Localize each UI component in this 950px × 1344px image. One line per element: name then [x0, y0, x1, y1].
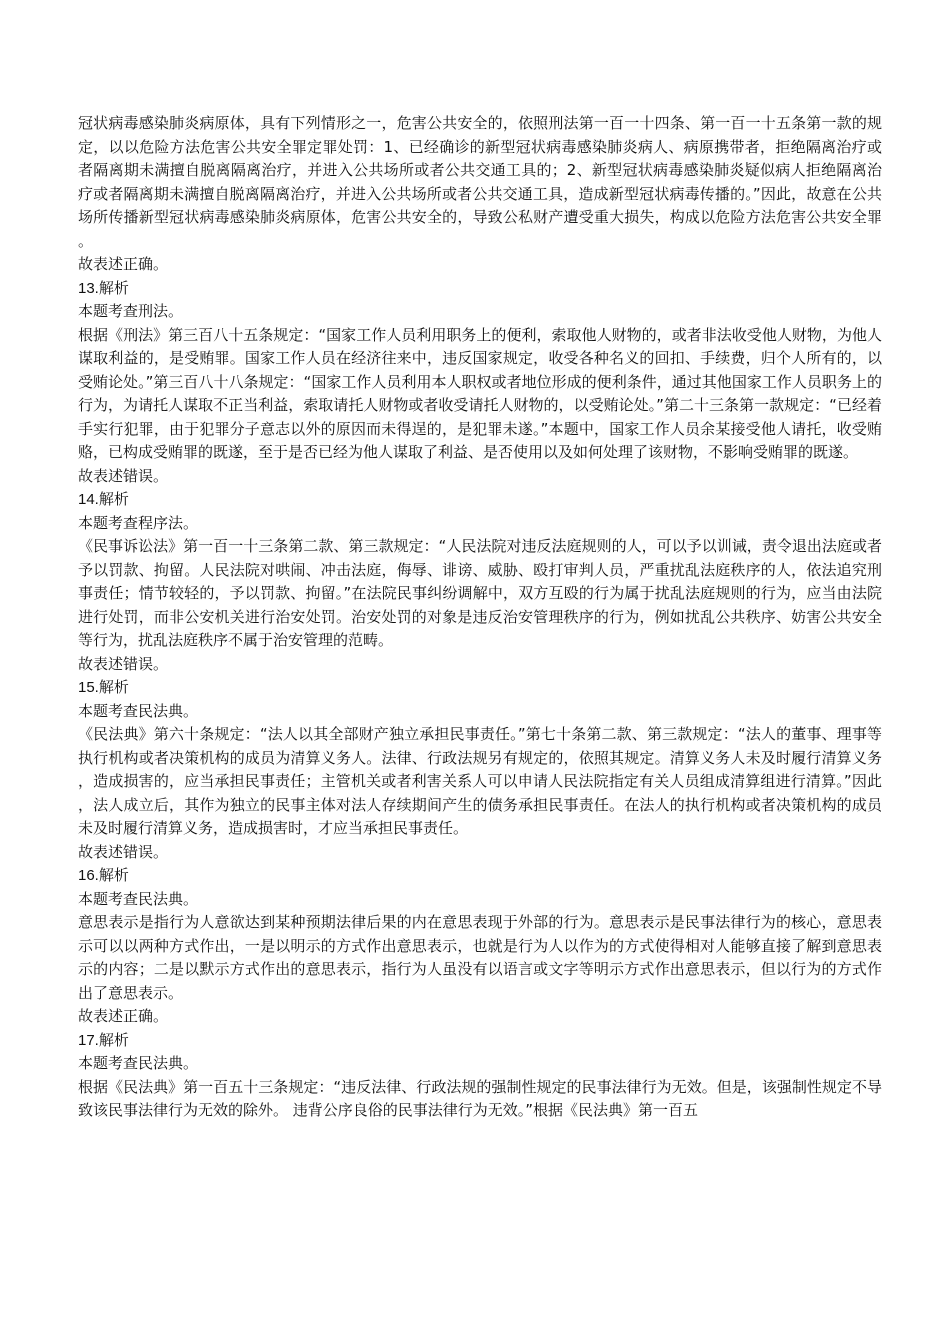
- body-paragraph: 《民事诉讼法》第一百一十三条第二款、第三款规定：“人民法院对违反法庭规则的人，可以予以训诫，责令退出法庭或者予以罚款、拘留。人民法院对哄闹、冲击法庭，侮辱、诽谤、威胁、殴打审判人员，严重扰乱法庭秩序的人，依法追究刑事责任；情节较轻的，予以罚款、拘留。”在法院民事纠纷调解中，双方互殴的行为属于扰乱法庭规则的行为，应当由法院进行处罚，而非公安机关进行治安处罚。治安处罚的对象是违反治安管理秩序的行为，例如扰乱公共秩序、妨害公共安全等行为，扰乱法庭秩序不属于治安管理的范畴。: [78, 537, 882, 649]
- body-paragraph: 根据《刑法》第三百八十五条规定：“国家工作人员利用职务上的便利，索取他人财物的，或者非法收受他人财物，为他人谋取利益的，是受贿罪。国家工作人员在经济往来中，违反国家规定，收受各种名义的回扣、手续费，归个人所有的，以受贿论处。”第三百八十八条规定：“国家工作人员利用本人职权或者地位形成的便利条件，通过其他国家工作人员职务上的行为，为请托人谋取不正当利益，索取请托人财物或者收受请托人财物的，以受贿论处。”第二十三条第一款规定：“已经着手实行犯罪，由于犯罪分子意志以外的原因而未得逞的，是犯罪未遂。”本题中，国家工作人员余某接受他人请托，收受贿赂，已构成受贿罪的既遂，至于是否已经为他人谋取了利益、是否使用以及如何处理了该财物，不影响受贿罪的既遂。: [78, 325, 882, 461]
- topic-line: 本题考查程序法。: [78, 513, 199, 532]
- answer-section-14: [78, 488, 882, 676]
- conclusion-line: 故表述错误。: [78, 466, 169, 485]
- section-heading: 13.解析: [78, 279, 129, 297]
- conclusion-line: 故表述正确。: [78, 255, 169, 273]
- answer-section-15: [78, 676, 882, 864]
- topic-line: 本题考查民法典。: [78, 701, 199, 720]
- body-paragraph: 冠状病毒感染肺炎病原体，具有下列情形之一，危害公共安全的，依照刑法第一百一十四条、第一百一十五条第一款的规定，以以危险方法危害公共安全罪定罪处罚：1、已经确诊的新型冠状病毒感染肺炎病人、病原携带者，拒绝隔离治疗或者隔离期未满擅自脱离隔离治疗，并进入公共场所或者公共交通工具的；2、新型冠状病毒感染肺炎疑似病人拒绝隔离治疗或者隔离期未满擅自脱离隔离治疗，并进入公共场所或者公共交通工具，造成新型冠状病毒传播的。”因此，故意在公共场所传播新型冠状病毒感染肺炎病原体，危害公共安全的，导致公私财产遭受重大损失，构成以危险方法危害公共安全罪。: [78, 114, 882, 250]
- section-heading: 17.解析: [78, 1031, 129, 1049]
- section-heading: 16.解析: [78, 867, 129, 884]
- answer-section-13: [78, 277, 882, 489]
- topic-line: 本题考查刑法。: [78, 302, 184, 320]
- continuation-section: [78, 112, 882, 277]
- conclusion-line: 故表述正确。: [78, 1007, 169, 1025]
- topic-line: 本题考查民法典。: [78, 889, 199, 908]
- topic-line: 本题考查民法典。: [78, 1054, 199, 1072]
- conclusion-line: 故表述错误。: [78, 842, 169, 861]
- document-page: [78, 112, 882, 1123]
- body-paragraph: 意思表示是指行为人意欲达到某种预期法律后果的内在意思表现于外部的行为。意思表示是民事法律行为的核心，意思表示可以以两种方式作出，一是以明示的方式作出意思表示，也就是行为人以作为的方式使得相对人能够直接了解到意思表示的内容；二是以默示方式作出的意思表示，指行为人虽没有以语言或文字等明示方式作出意思表示，但以行为的方式作出了意思表示。: [78, 913, 882, 1002]
- body-paragraph: 根据《民法典》第一百五十三条规定：“违反法律、行政法规的强制性规定的民事法律行为无效。但是，该强制性规定不导致该民事法律行为无效的除外。 违背公序良俗的民事法律行为无效。”根据《民法典》第一百五: [78, 1077, 882, 1119]
- answer-section-17: [78, 1029, 882, 1123]
- section-heading: 15.解析: [78, 679, 129, 696]
- conclusion-line: 故表述错误。: [78, 654, 169, 673]
- body-paragraph: 《民法典》第六十条规定：“法人以其全部财产独立承担民事责任。”第七十条第二款、第三款规定：“法人的董事、理事等执行机构或者决策机构的成员为清算义务人。法律、行政法规另有规定的，依照其规定。清算义务人未及时履行清算义务，造成损害的，应当承担民事责任；主管机关或者利害关系人可以申请人民法院指定有关人员组成清算组进行清算。”因此，法人成立后，其作为独立的民事主体对法人存续期间产生的债务承担民事责任。在法人的执行机构或者决策机构的成员未及时履行清算义务，造成损害时，才应当承担民事责任。: [78, 725, 882, 837]
- answer-section-16: [78, 864, 882, 1029]
- section-heading: 14.解析: [78, 491, 129, 508]
